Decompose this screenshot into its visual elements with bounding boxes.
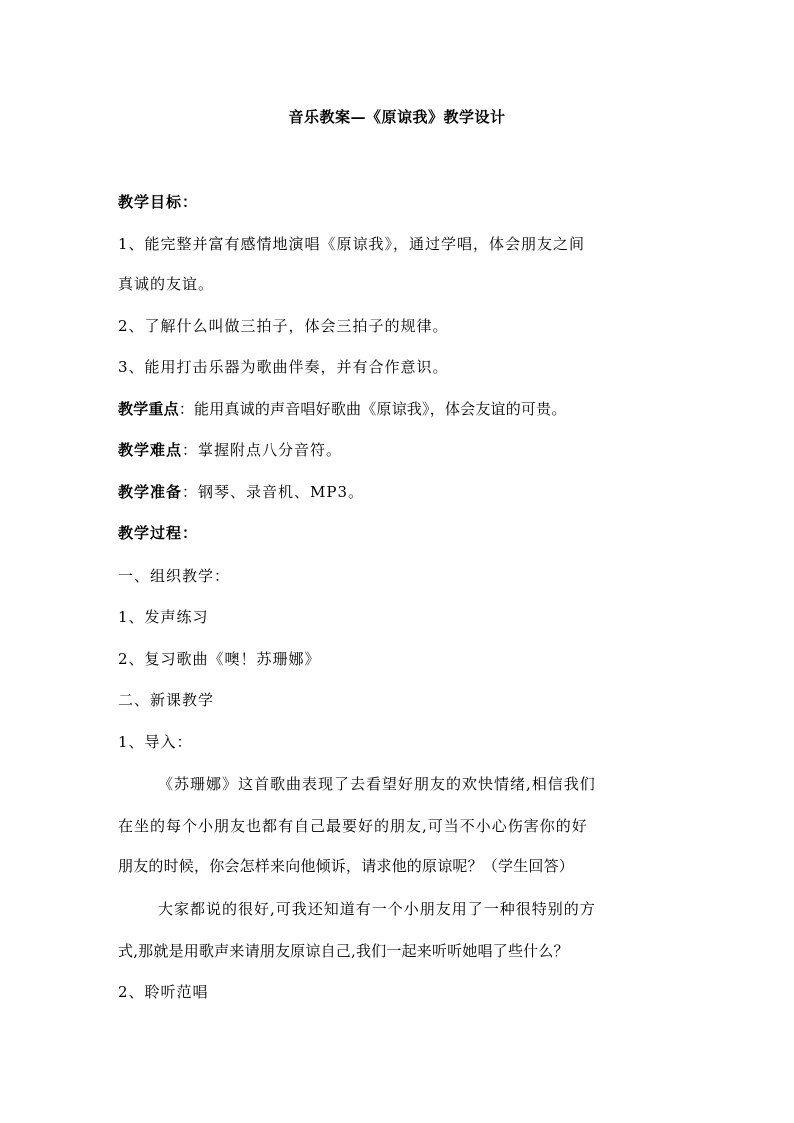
section-1-item-1: 1、发声练习 xyxy=(118,608,209,626)
objective-1-line-2: 真诚的友谊。 xyxy=(118,275,215,293)
section-2-item-1: 1、导入： xyxy=(118,733,193,751)
difficulty-text: ：掌握附点八分音符。 xyxy=(182,441,343,459)
paragraph-2-line-1: 大家都说的很好,可我还知道有一个小朋友用了一种很特别的方 xyxy=(158,900,596,918)
key-point-label: 教学重点 xyxy=(118,400,179,418)
key-point-text: ：能用真诚的声音唱好歌曲《原谅我》，体会友谊的可贵。 xyxy=(178,400,567,418)
paragraph-1-line-3: 朋友的时候，你会怎样来向他倾诉，请求他的原谅呢？（学生回答） xyxy=(118,857,575,875)
page-title: 音乐教案—《原谅我》教学设计 xyxy=(288,108,506,126)
key-point xyxy=(118,397,688,421)
preparation-text: ：钢琴、录音机、MP3。 xyxy=(182,483,365,501)
paragraph-2-line-2: 式,那就是用歌声来请朋友原谅自己,我们一起来听听她唱了些什么？ xyxy=(118,942,569,960)
preparation xyxy=(118,480,688,504)
section-1-item-2: 2、复习歌曲《噢！苏珊娜》 xyxy=(118,650,321,668)
process-heading: 教学过程： xyxy=(118,524,199,542)
section-1-heading: 一、组织教学： xyxy=(118,567,231,585)
difficulty-label: 教学难点 xyxy=(118,441,183,459)
paragraph-1-line-1: 《苏珊娜》这首歌曲表现了去看望好朋友的欢快情绪,相信我们 xyxy=(158,775,596,793)
section-2-item-2: 2、聆听范唱 xyxy=(118,983,209,1001)
preparation-label: 教学准备 xyxy=(118,483,183,501)
objectives-heading: 教学目标： xyxy=(118,193,199,211)
section-2-heading: 二、新课教学 xyxy=(118,691,215,709)
objective-2: 2、了解什么叫做三拍子，体会三拍子的规律。 xyxy=(118,317,449,335)
paragraph-1-line-2: 在坐的每个小朋友也都有自己最要好的朋友,可当不小心伤害你的好 xyxy=(118,817,588,835)
objective-3: 3、能用打击乐器为歌曲伴奏，并有合作意识。 xyxy=(118,358,449,376)
difficulty xyxy=(118,438,688,462)
objective-1-line-1: 1、能完整并富有感情地演唱《原谅我》，通过学唱，体会朋友之间 xyxy=(118,235,586,253)
